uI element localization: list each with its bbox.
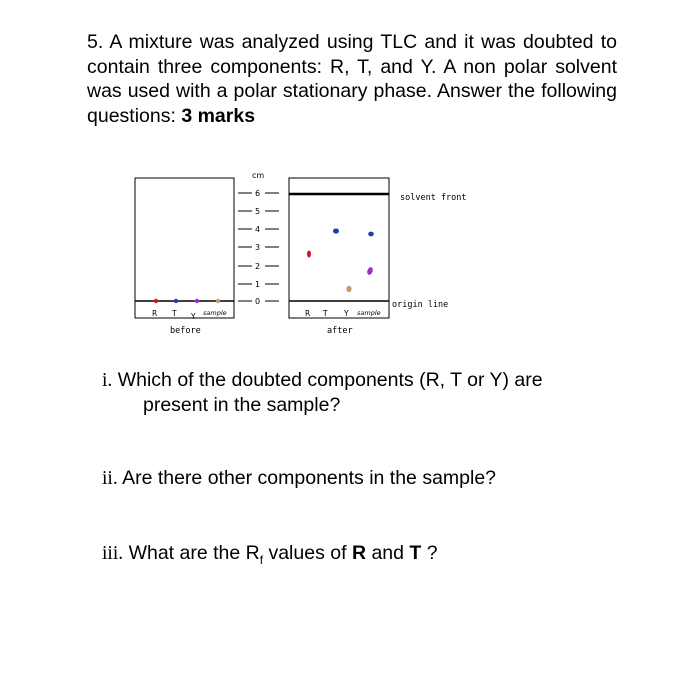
ruler-tick-2: 2: [255, 262, 261, 271]
question-body: 5. A mixture was analyzed using TLC and it was doubted to contain three components: R, T, and Y. A non polar solvent was used with a polar stationary phase. Answer the following questions:: [87, 31, 617, 127]
subquestion-iii-t: T: [409, 542, 422, 564]
ruler: [238, 189, 279, 306]
before-caption: before: [170, 326, 201, 336]
subquestion-iii-sub: f: [259, 552, 264, 567]
after-caption: after: [327, 326, 353, 336]
after-lane-r: R: [305, 309, 311, 318]
before-lane-sample: sample: [203, 309, 227, 317]
after-lane-t: T: [323, 309, 328, 318]
before-lane-y: Y: [191, 312, 196, 321]
after-lane-sample: sample: [357, 309, 381, 317]
origin-line-label: origin line: [392, 300, 449, 310]
before-lane-t: T: [172, 309, 177, 318]
before-lane-r: R: [152, 309, 158, 318]
before-spot-y: [195, 299, 199, 303]
subquestion-ii: [102, 466, 496, 491]
ruler-tick-4: 4: [255, 225, 261, 234]
ruler-tick-0: 0: [255, 297, 261, 306]
after-plate: [289, 178, 389, 318]
subquestion-iii-and: and: [366, 542, 410, 564]
ruler-unit: cm: [252, 171, 265, 180]
after-lane-y: Y: [344, 309, 349, 318]
before-spot-t: [174, 299, 178, 303]
after-spot-t: [333, 228, 339, 233]
subquestion-ii-number: ii.: [102, 468, 118, 489]
subquestion-iii-number: iii.: [102, 543, 124, 564]
after-spot-sample-middle: [366, 266, 374, 275]
solvent-front-label: solvent front: [400, 193, 467, 203]
ruler-tick-3: 3: [255, 243, 261, 252]
after-spot-y: [346, 286, 351, 292]
subquestion-i: [102, 368, 543, 393]
before-spot-sample: [216, 299, 220, 303]
subquestion-iii-mid: values of: [263, 542, 352, 564]
subquestion-iii-pre: What are the R: [128, 542, 260, 564]
subquestion-i-line2: present in the sample?: [143, 394, 341, 416]
ruler-tick-6: 6: [255, 189, 261, 198]
question-marks: 3 marks: [181, 104, 256, 127]
after-spot-sample-upper: [368, 232, 374, 237]
after-spot-r: [307, 251, 311, 258]
subquestion-iii: [102, 541, 438, 572]
ruler-tick-1: 1: [255, 280, 261, 289]
subquestion-i-continuation: [143, 393, 340, 417]
before-plate: [135, 178, 234, 318]
subquestion-i-number: i.: [102, 370, 113, 391]
before-spot-r: [154, 299, 158, 303]
subquestion-ii-text: Are there other components in the sample?: [122, 467, 497, 489]
subquestion-i-line1: Which of the doubted components (R, T or Y) are: [117, 369, 543, 391]
ruler-tick-5: 5: [255, 207, 261, 216]
subquestion-iii-r: R: [351, 542, 367, 564]
subquestion-iii-end: ?: [421, 542, 438, 564]
